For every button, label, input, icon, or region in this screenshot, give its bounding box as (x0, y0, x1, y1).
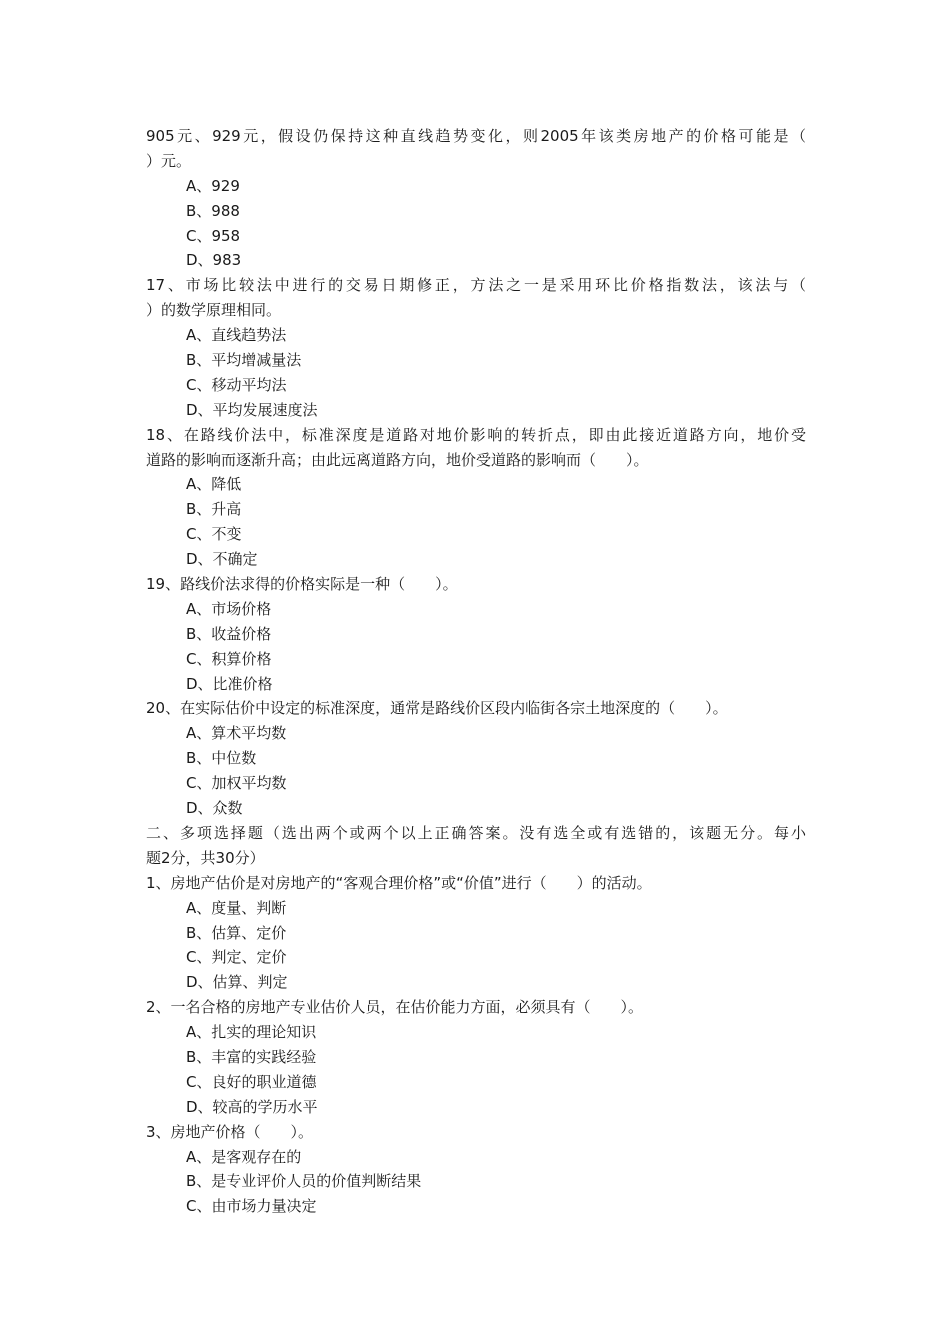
answer-option: C、移动平均法 (186, 375, 287, 394)
question-text-line: 20、在实际估价中设定的标准深度，通常是路线价区段内临街各宗土地深度的（ ）。 (146, 699, 728, 718)
answer-option: A、扎实的理论知识 (186, 1023, 317, 1042)
answer-option: B、平均增减量法 (186, 351, 302, 370)
answer-option: B、估算、定价 (186, 923, 287, 942)
answer-option: A、度量、判断 (186, 898, 287, 917)
answer-option: D、估算、判定 (186, 973, 288, 992)
question-text-line: 题2分，共30分） (146, 848, 265, 867)
question-text-line: 18、在路线价法中，标准深度是道路对地价影响的转折点，即由此接近道路方向，地价受 (146, 425, 806, 444)
question-text-line: 905元、929元，假设仍保持这种直线趋势变化，则2005年该类房地产的价格可能是（ (146, 127, 806, 145)
answer-option: B、是专业评价人员的价值判断结果 (186, 1172, 422, 1191)
answer-option: A、是客观存在的 (186, 1147, 302, 1166)
answer-option: C、加权平均数 (186, 774, 287, 793)
question-text-line: 2、一名合格的房地产专业估价人员，在估价能力方面，必须具有（ ）。 (146, 998, 644, 1017)
answer-option: D、平均发展速度法 (186, 400, 318, 419)
question-text-line: 3、房地产价格（ ）。 (146, 1122, 314, 1141)
answer-option: C、958 (186, 226, 241, 245)
answer-option: D、众数 (186, 799, 243, 818)
exam-text-body (146, 124, 806, 1219)
question-text-line: ）的数学原理相同。 (146, 301, 282, 320)
answer-option: C、不变 (186, 525, 242, 544)
answer-option: D、不确定 (186, 550, 258, 569)
answer-option: A、直线趋势法 (186, 326, 287, 345)
answer-option: B、收益价格 (186, 624, 272, 643)
answer-option: C、良好的职业道德 (186, 1072, 317, 1091)
answer-option: C、积算价格 (186, 649, 272, 668)
answer-option: A、降低 (186, 475, 242, 494)
question-text-line: 1、房地产估价是对房地产的“客观合理价格”或“价值”进行（ ）的活动。 (146, 873, 652, 892)
answer-option: A、算术平均数 (186, 724, 287, 743)
answer-option: A、929 (186, 176, 240, 195)
answer-option: D、较高的学历水平 (186, 1097, 318, 1116)
question-text-line: 17、市场比较法中进行的交易日期修正，方法之一是采用环比价格指数法，该法与（ (146, 276, 806, 295)
answer-option: D、983 (186, 251, 242, 270)
answer-option: A、市场价格 (186, 599, 272, 618)
question-text-line: 道路的影响而逐渐升高；由此远离道路方向，地价受道路的影响而（ ）。 (146, 450, 649, 469)
answer-option: B、丰富的实践经验 (186, 1047, 317, 1066)
question-text-line: 19、路线价法求得的价格实际是一种（ ）。 (146, 575, 458, 594)
question-text-line: ）元。 (146, 151, 192, 170)
answer-option: B、中位数 (186, 749, 257, 768)
answer-option: C、判定、定价 (186, 948, 287, 967)
answer-option: B、988 (186, 201, 240, 220)
answer-option: D、比准价格 (186, 674, 273, 693)
answer-option: C、由市场力量决定 (186, 1197, 317, 1216)
question-text-line: 二、多项选择题（选出两个或两个以上正确答案。没有选全或有选错的，该题无分。每小 (146, 823, 806, 842)
answer-option: B、升高 (186, 500, 242, 519)
